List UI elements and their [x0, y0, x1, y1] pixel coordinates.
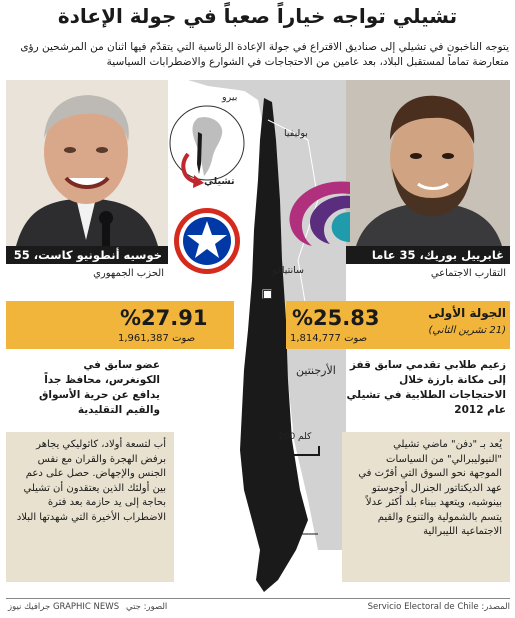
page-subtitle: يتوجه الناخبون في تشيلي إلى صناديق الاقتراع في جولة الإعادة الرئاسية التي يتقدّم فيها اثنان من المرشحين رؤى متعارضة تماماً لمستقبل البلاد، بعد عامين من الاحتجاجات في الشوارع والاضطرابات السياسية: [20, 41, 509, 68]
footer-brand: [8, 602, 119, 612]
kast-bio-panel: أب لتسعة أولاد، كاثوليكي يجاهر برفض الهجرة والقران مع نفس الجنس والإجهاض. حصل على دعم بين أولئك الذين يعتقدون أن تشيلي بحاجة إلى يد حازمة بعد فترة الاضطراب الأخيرة التي شهدتها البلاد: [6, 432, 174, 582]
footer-brand-en: GRAPHIC NEWS: [52, 602, 120, 612]
kast-name: خوسيه أنطونيو كاست، 55: [6, 246, 168, 264]
boric-votes: 1,814,777 صوت: [290, 333, 368, 344]
map-scale-bar: [270, 446, 320, 456]
page-title: تشيلي تواجه خياراً صعباً في جولة الإعادة: [57, 4, 458, 28]
footer-rule: [6, 598, 510, 599]
kast-party: الحزب الجمهوري: [93, 268, 164, 279]
map-label-bolivia: بوليفيا: [284, 128, 308, 139]
footer-credit: الصور: جتي: [126, 602, 168, 612]
map-label-argentina: الأرجنتين: [296, 364, 336, 377]
map-label-peru: بيرو: [222, 92, 238, 103]
boric-party: التقارب الاجتماعي: [430, 268, 506, 279]
map-scale-label: 200 كلم: [278, 432, 312, 442]
first-round-date: (21 تشرين الثاني): [428, 325, 506, 336]
kast-description: عضو سابق في الكونغرس، محافظ جداً يدافع عن حرية الأسواق والقيم التقليدية: [39, 359, 160, 416]
kast-votes: 1,961,387 صوت: [118, 333, 196, 344]
first-round-label: الجولة الأولى: [428, 306, 506, 320]
map-label-santiago: سانتياغو: [272, 265, 305, 276]
boric-photo: [346, 80, 510, 246]
boric-percent: %25.83: [292, 306, 380, 330]
kast-photo: [6, 80, 168, 246]
boric-bio-panel: يُعد بـ "دفن" ماضي تشيلي "النيوليبرالي" من السياسات الموجهة نحو السوق التي أقرّت في عهد الديكتاتور الجنرال أوجوستو بينوشيه، ويتعهد ببناء بلد أكثر عدلاً يتسم بالشمولية والتنوع والقيم الاجتماعية الليبرالية: [342, 432, 510, 582]
footer-brand-ar: جرافيك نيوز: [8, 602, 51, 612]
map-label-chile: تشيلي: [204, 176, 235, 187]
republican-party-logo: [172, 206, 242, 276]
boric-name: غابرييل بوريك، 35 عاما: [346, 246, 510, 264]
boric-description: زعيم طلابي تقدمي سابق قفز إلى مكانة بارزة خلال الاحتجاجات الطلابية في تشيلي عام 2012: [346, 359, 506, 416]
kast-percent: %27.91: [120, 306, 208, 330]
footer-source: المصدر: Servicio Electoral de Chile: [367, 602, 510, 612]
social-convergence-logo: [282, 172, 352, 252]
santiago-marker: [263, 290, 272, 299]
